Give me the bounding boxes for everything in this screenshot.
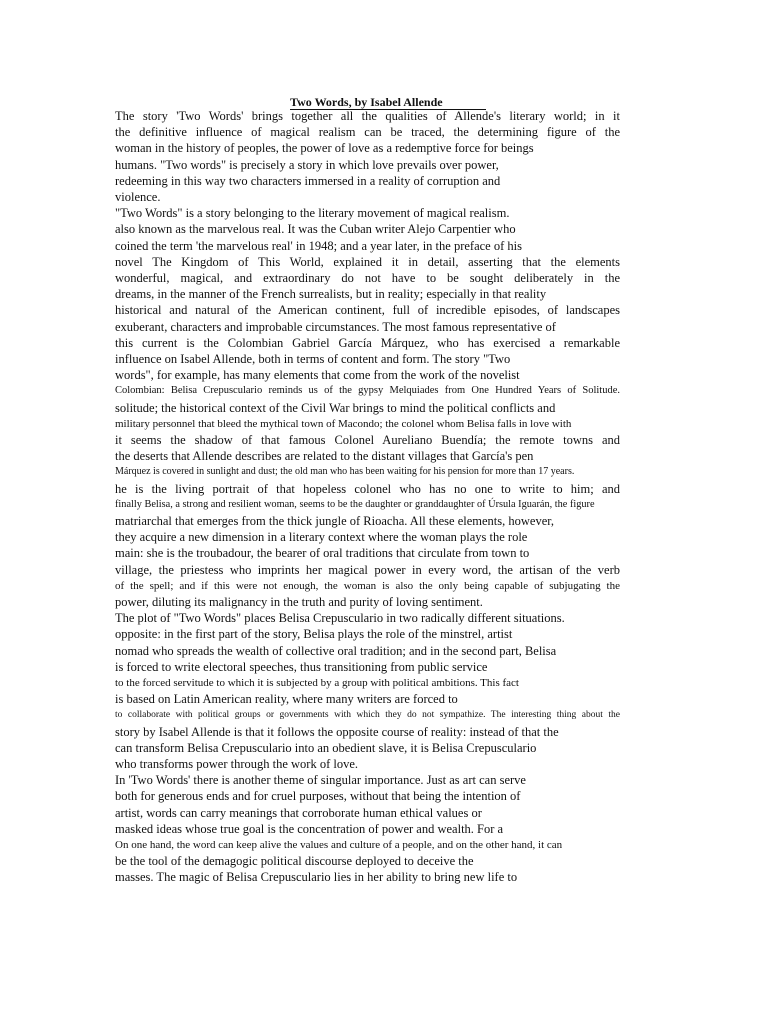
body-line: dreams, in the manner of the French surrealists, but in reality; especially in that reality [115,287,547,302]
body-line: be the tool of the demagogic political discourse deployed to deceive the [115,854,474,869]
body-line: it seems the shadow of that famous Colonel Aureliano Buendía; the remote towns and [115,433,620,447]
body-line: power, diluting its malignancy in the truth and purity of loving sentiment. [115,595,483,609]
body-line: who transforms power through the work of love. [115,757,359,771]
body-line: Colombian: Belisa Crepusculario reminds us of the gypsy Melquiades from One Hundred Years of Solitude. [115,385,620,397]
body-line: also known as the marvelous real. It was the Cuban writer Alejo Carpentier who [115,222,516,237]
body-line: of the spell; and if this were not enough, the woman is also the only being capable of subjugating the [115,579,620,592]
body-line: The plot of "Two Words" places Belisa Crepusculario in two radically different situations. [115,611,565,626]
document-title: Two Words, by Isabel Allende [290,95,486,110]
body-line: redeeming in this way two characters immersed in a reality of corruption and [115,173,501,188]
body-line: wonderful, magical, and extraordinary do not have to be sought deliberately in the [115,271,620,285]
body-line: is forced to write electoral speeches, thus transitioning from public service [115,659,488,674]
body-line: humans. "Two words" is precisely a story in which love prevails over power, [115,157,499,172]
body-line: exuberant, characters and improbable circumstances. The most famous representative of [115,319,556,334]
body-line: artist, words can carry meanings that corroborate human ethical values or [115,805,482,820]
body-line: solitude; the historical context of the Civil War brings to mind the political conflicts and [115,400,556,415]
body-line: masses. The magic of Belisa Crepusculario lies in her ability to bring new life to [115,870,518,885]
body-line: village, the priestess who imprints her magical power in every word, the artisan of the verb [115,562,620,577]
body-line: The story 'Two Words' brings together all the qualities of Allende's literary world; in it [115,109,620,123]
body-line: coined the term 'the marvelous real' in 1948; and a year later, in the preface of his [115,238,522,253]
body-line: he is the living portrait of that hopeless colonel who has no one to write to him; and [115,481,620,496]
body-line: is based on Latin American reality, where many writers are forced to [115,692,458,707]
body-line: military personnel that bleed the mythical town of Macondo; the colonel whom Belisa falls in love with [115,417,572,430]
body-line: violence. [115,190,161,204]
body-line: the definitive influence of magical realism can be traced, the determining figure of the [115,125,620,140]
body-line: the deserts that Allende describes are related to the distant villages that García's pen [115,449,534,464]
body-line: they acquire a new dimension in a literary context where the woman plays the role [115,530,528,545]
body-line: to collaborate with political groups or governments with which they do not sympathize. The interesting thing about the [115,710,620,721]
body-line: On one hand, the word can keep alive the values and culture of a people, and on the other hand, it can [115,839,563,851]
body-line: woman in the history of peoples, the power of love as a redemptive force for beings [115,141,534,156]
body-line: words", for example, has many elements that come from the work of the novelist [115,368,520,383]
body-line: historical and natural of the American continent, full of incredible episodes, of landscapes [115,303,620,318]
body-line: this current is the Colombian Gabriel García Márquez, who has exercised a remarkable [115,335,620,350]
body-line: influence on Isabel Allende, both in terms of content and form. The story "Two [115,352,511,366]
body-line: In 'Two Words' there is another theme of singular importance. Just as art can serve [115,773,526,788]
body-line: story by Isabel Allende is that it follows the opposite course of reality: instead of that the [115,724,559,739]
body-line: matriarchal that emerges from the thick jungle of Rioacha. All these elements, however, [115,514,555,528]
body-line: both for generous ends and for cruel purposes, without that being the intention of [115,789,521,804]
body-line: novel The Kingdom of This World, explained it in detail, asserting that the elements [115,254,620,269]
body-line: main: she is the troubadour, the bearer of oral traditions that circulate from town to [115,546,530,561]
body-line: nomad who spreads the wealth of collective oral tradition; and in the second part, Belisa [115,643,557,658]
body-line: to the forced servitude to which it is subjected by a group with political ambitions. This fact [115,677,519,689]
body-line: finally Belisa, a strong and resilient woman, seems to be the daughter or granddaughter of Úrsula Iguarán, the figure [115,498,595,510]
body-line: "Two Words" is a story belonging to the literary movement of magical realism. [115,206,510,221]
body-line: can transform Belisa Crepusculario into an obedient slave, it is Belisa Crepusculario [115,740,537,755]
body-line: masked ideas whose true goal is the concentration of power and wealth. For a [115,821,504,836]
body-line: opposite: in the first part of the story, Belisa plays the role of the minstrel, artist [115,627,513,642]
body-line: Márquez is covered in sunlight and dust; the old man who has been waiting for his pension for more than 17 years. [115,466,575,478]
